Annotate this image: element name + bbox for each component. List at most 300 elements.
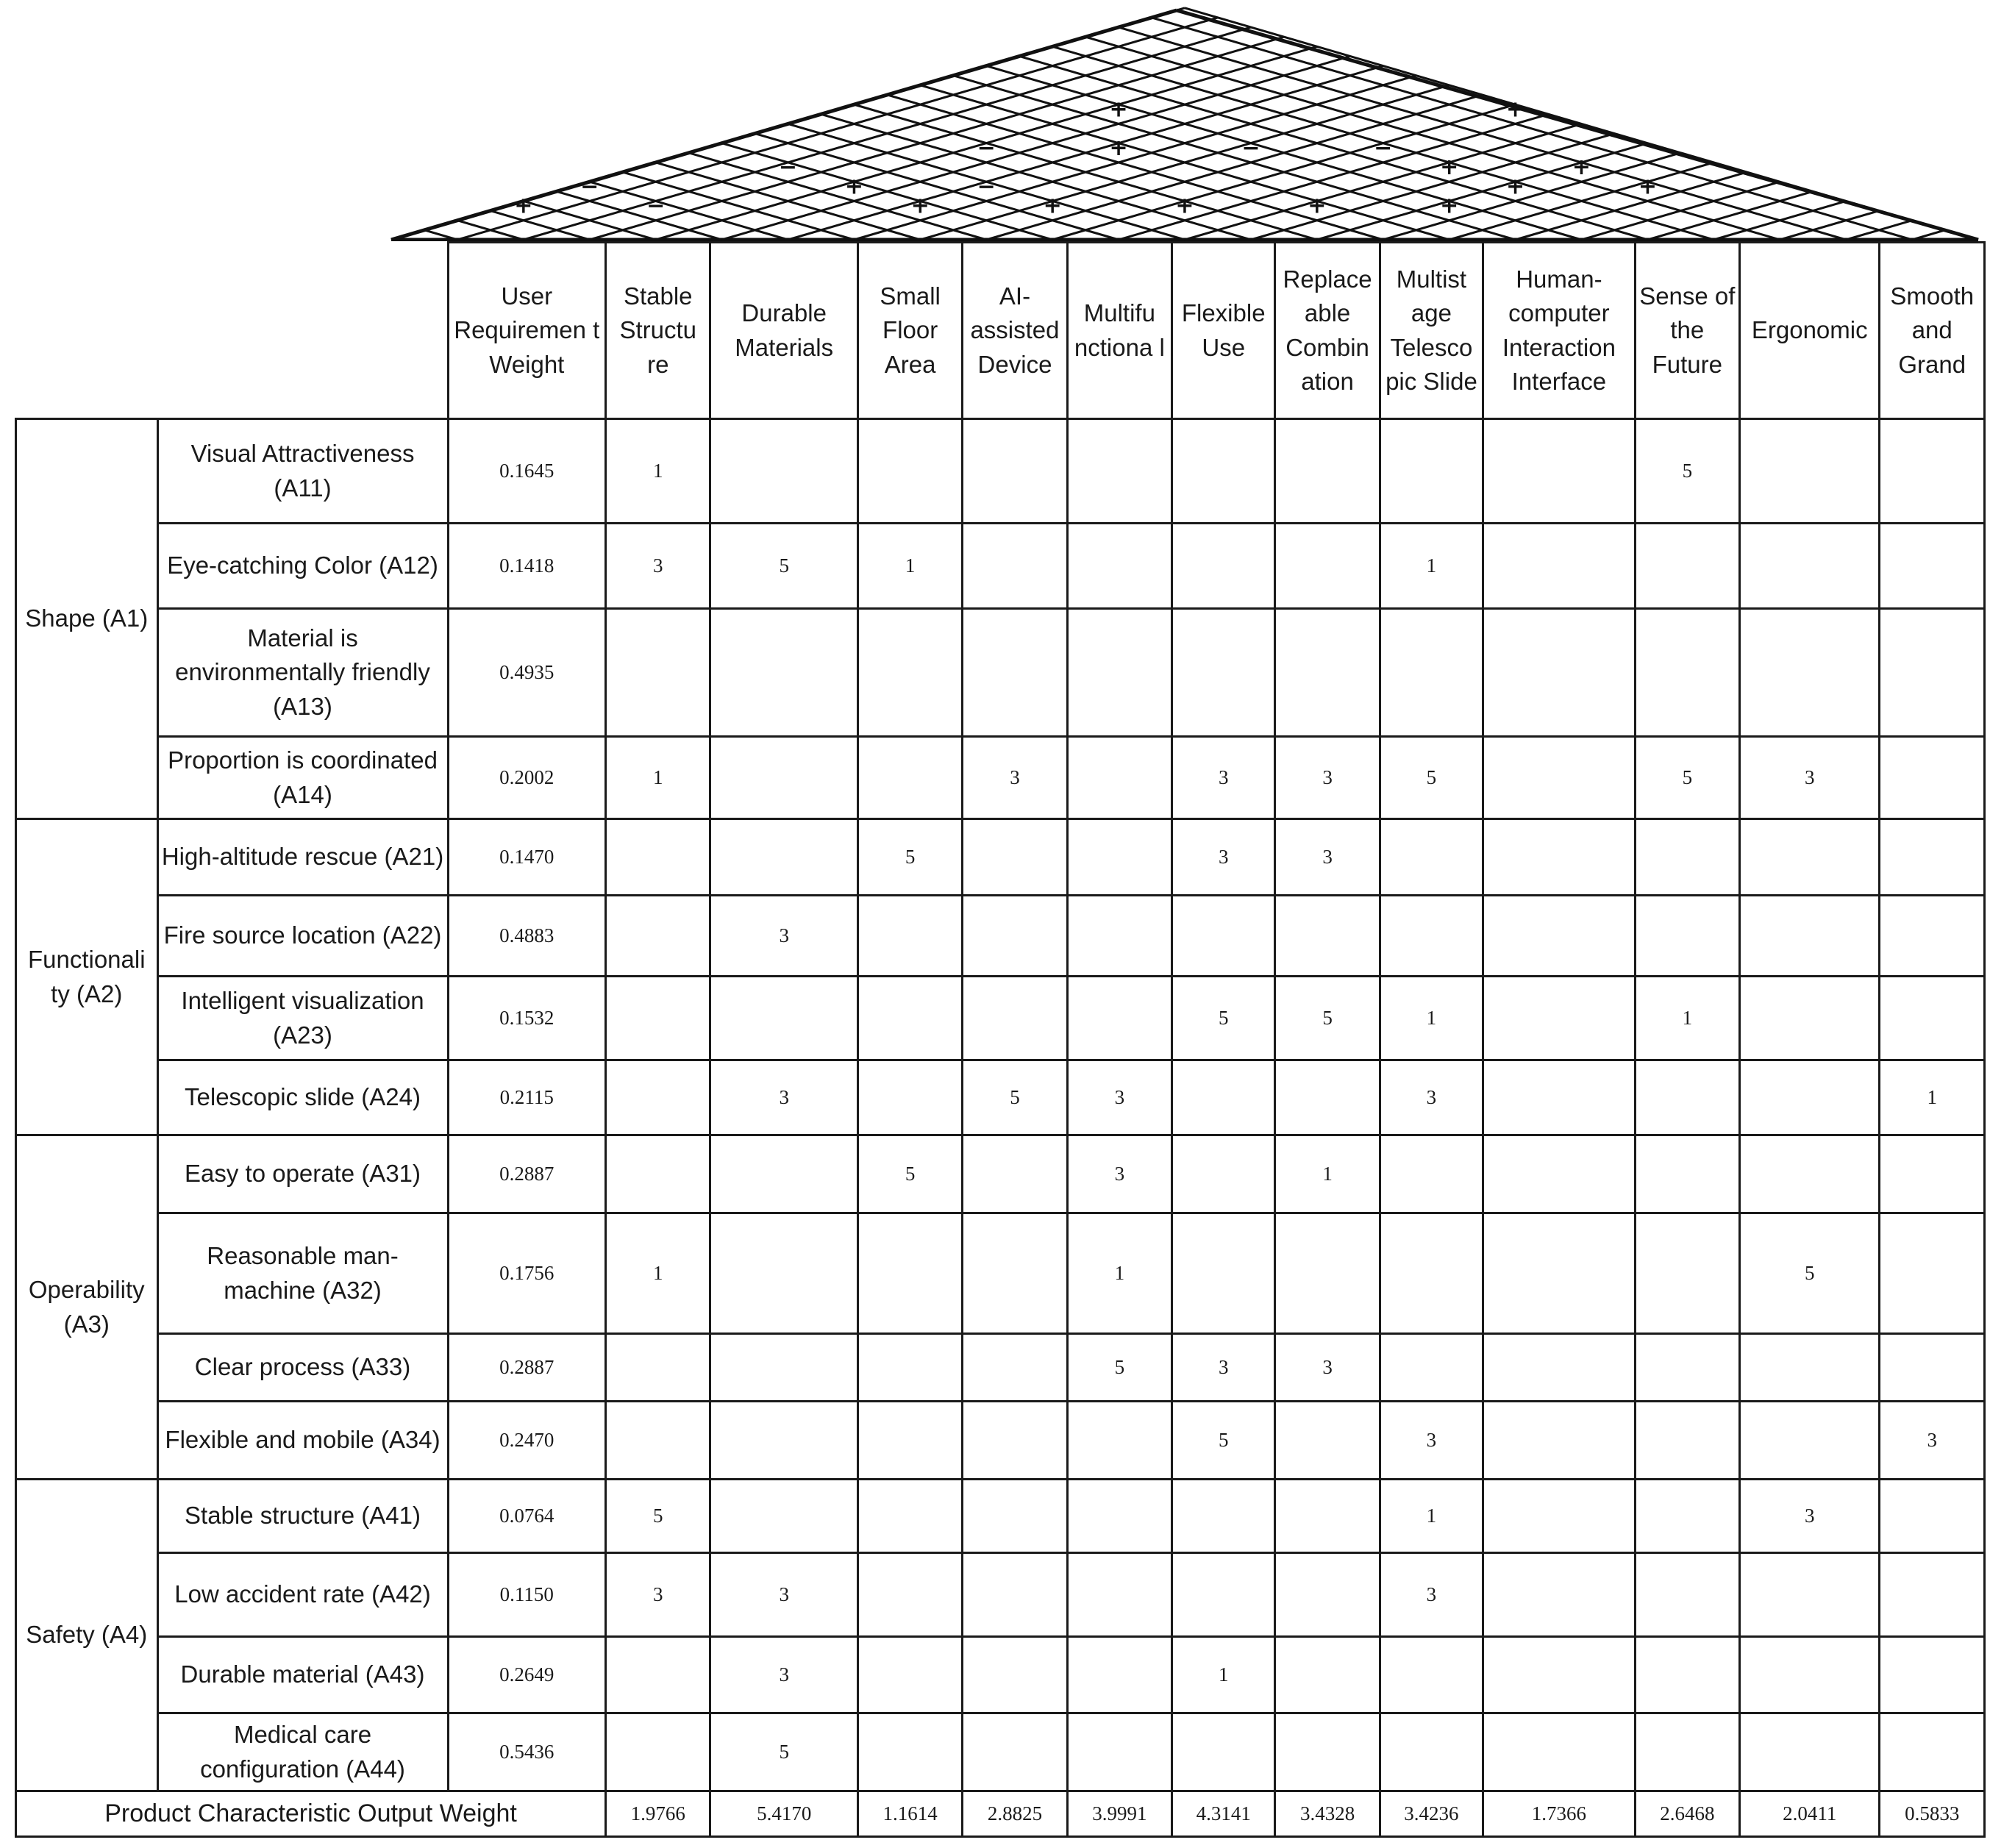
relation-cell [606, 896, 710, 977]
relation-cell [1880, 1637, 1985, 1713]
roof-positive-correlation: + [1109, 135, 1128, 161]
output-weight-value: 2.0411 [1740, 1791, 1880, 1837]
relation-cell [857, 1334, 962, 1402]
relation-cell [1740, 1553, 1880, 1637]
requirement-row [16, 1135, 1985, 1213]
relation-cell [1483, 609, 1636, 737]
relation-cell [1275, 1713, 1380, 1791]
relation-cell [1067, 1637, 1171, 1713]
relation-cell [606, 1060, 710, 1135]
relation-cell [1880, 819, 1985, 896]
output-weight-value: 3.9991 [1067, 1791, 1171, 1837]
relation-cell [1483, 896, 1636, 977]
requirement-weight: 0.2887 [448, 1334, 606, 1402]
requirement-row [16, 896, 1985, 977]
relation-cell [1740, 1135, 1880, 1213]
roof-positive-correlation: + [1572, 154, 1591, 181]
relation-cell [1635, 1213, 1739, 1334]
relation-cell: 5 [1635, 419, 1739, 524]
relation-cell [1635, 1402, 1739, 1480]
relation-cell [857, 737, 962, 819]
output-weight-value: 0.5833 [1880, 1791, 1985, 1837]
relation-cell: 1 [1880, 1060, 1985, 1135]
relation-cell [1635, 1713, 1739, 1791]
relation-cell [1275, 1213, 1380, 1334]
header-characteristic: Flexible Use [1172, 243, 1275, 419]
relation-cell: 3 [1172, 819, 1275, 896]
relation-cell [1635, 1637, 1739, 1713]
relation-cell [1067, 1480, 1171, 1553]
requirement-row [16, 1713, 1985, 1791]
roof-positive-correlation: + [1109, 96, 1128, 123]
relation-cell: 3 [1067, 1060, 1171, 1135]
relation-cell [1275, 524, 1380, 609]
requirement-label: Easy to operate (A31) [157, 1135, 448, 1213]
requirement-weight: 0.2115 [448, 1060, 606, 1135]
relation-cell [1880, 1334, 1985, 1402]
relation-cell [963, 1713, 1067, 1791]
relation-cell [1880, 1135, 1985, 1213]
relation-cell [963, 1334, 1067, 1402]
relation-cell [1275, 609, 1380, 737]
relation-cell [1380, 896, 1483, 977]
roof-line [821, 114, 1250, 240]
relation-cell [606, 1402, 710, 1480]
relation-cell: 5 [1172, 977, 1275, 1060]
relation-cell [710, 819, 858, 896]
output-weight-value: 5.4170 [710, 1791, 858, 1837]
output-weight-value: 1.9766 [606, 1791, 710, 1837]
relation-cell [1067, 609, 1171, 737]
header-characteristic: Ergonomic [1740, 243, 1880, 419]
relation-cell [1740, 1334, 1880, 1402]
roof-negative-correlation: − [977, 135, 996, 161]
relation-cell [710, 609, 858, 737]
relation-cell [1275, 1060, 1380, 1135]
relation-cell [963, 1637, 1067, 1713]
relation-cell: 3 [1067, 1135, 1171, 1213]
requirement-row [16, 1553, 1985, 1637]
requirement-label: High-altitude rescue (A21) [157, 819, 448, 896]
relation-cell [1483, 1135, 1636, 1213]
relation-cell: 3 [606, 524, 710, 609]
relation-cell [1740, 1060, 1880, 1135]
relation-cell: 3 [1380, 1553, 1483, 1637]
requirement-weight: 0.4935 [448, 609, 606, 737]
relation-cell [1880, 1713, 1985, 1791]
relation-cell [1880, 609, 1985, 737]
roof-line [1383, 153, 1681, 240]
relation-cell [1275, 1480, 1380, 1553]
requirement-weight: 0.1532 [448, 977, 606, 1060]
roof-positive-correlation: + [1440, 193, 1459, 219]
requirement-row [16, 1334, 1985, 1402]
output-weight-value: 2.8825 [963, 1791, 1067, 1837]
relation-cell [1483, 977, 1636, 1060]
relation-cell [963, 1213, 1067, 1334]
roof-positive-correlation: + [910, 193, 930, 219]
relation-cell [1635, 1553, 1739, 1637]
relation-cell [963, 524, 1067, 609]
requirement-row [16, 1213, 1985, 1334]
relation-cell [1740, 419, 1880, 524]
relation-cell [1880, 524, 1985, 609]
relation-cell: 5 [710, 524, 858, 609]
relation-cell [963, 1135, 1067, 1213]
header-characteristic: Multifu nctiona l [1067, 243, 1171, 419]
requirement-label: Durable material (A43) [157, 1637, 448, 1713]
relation-cell: 5 [710, 1713, 858, 1791]
roof-positive-correlation: + [1506, 174, 1525, 200]
relation-cell: 3 [606, 1553, 710, 1637]
relation-cell [963, 977, 1067, 1060]
relation-cell [1067, 819, 1171, 896]
relation-cell [606, 1135, 710, 1213]
relation-cell [1483, 1060, 1636, 1135]
relation-cell: 5 [606, 1480, 710, 1553]
roof-positive-correlation: + [514, 193, 533, 219]
relation-cell [963, 819, 1067, 896]
requirement-label: Visual Attractiveness (A11) [157, 419, 448, 524]
relation-cell [1483, 1480, 1636, 1553]
relation-cell [1275, 896, 1380, 977]
output-weight-value: 2.6468 [1635, 1791, 1739, 1837]
roof-negative-correlation: − [646, 193, 666, 219]
requirement-label: Eye-catching Color (A12) [157, 524, 448, 609]
relation-cell [710, 737, 858, 819]
requirement-label: Stable structure (A41) [157, 1480, 448, 1553]
relation-cell [1172, 896, 1275, 977]
relation-cell [1275, 1637, 1380, 1713]
roof-positive-correlation: + [844, 174, 863, 200]
relation-cell [1635, 1334, 1739, 1402]
requirement-label: Material is environmentally friendly (A13) [157, 609, 448, 737]
relation-cell [1483, 737, 1636, 819]
relation-cell: 3 [710, 1060, 858, 1135]
relation-cell [1740, 524, 1880, 609]
relation-cell [1740, 1637, 1880, 1713]
requirement-weight: 0.0764 [448, 1480, 606, 1553]
relation-cell [1635, 1135, 1739, 1213]
relation-cell: 3 [710, 1637, 858, 1713]
relation-cell: 5 [1275, 977, 1380, 1060]
header-characteristic: Durable Materials [710, 243, 858, 419]
relation-cell: 3 [1740, 737, 1880, 819]
requirement-row [16, 737, 1985, 819]
requirement-label: Reasonable man-machine (A32) [157, 1213, 448, 1334]
relation-cell: 3 [1275, 737, 1380, 819]
requirement-weight: 0.2887 [448, 1135, 606, 1213]
relation-cell [710, 1480, 858, 1553]
relation-cell [1380, 1637, 1483, 1713]
relation-cell [710, 1402, 858, 1480]
relation-cell: 1 [606, 419, 710, 524]
relation-cell [1740, 1713, 1880, 1791]
requirement-row [16, 1402, 1985, 1480]
relation-cell [1740, 896, 1880, 977]
relation-cell: 3 [1172, 1334, 1275, 1402]
output-weight-value: 4.3141 [1172, 1791, 1275, 1837]
relation-cell [857, 977, 962, 1060]
relation-cell [606, 1637, 710, 1713]
roof-negative-correlation: − [1241, 135, 1260, 161]
requirement-label: Fire source location (A22) [157, 896, 448, 977]
relation-cell: 1 [1172, 1637, 1275, 1713]
relation-cell: 1 [857, 524, 962, 609]
roof-negative-correlation: − [977, 174, 996, 200]
relation-cell [710, 419, 858, 524]
header-row [16, 243, 1985, 419]
relation-cell [857, 419, 962, 524]
relation-cell [710, 1213, 858, 1334]
relation-cell [1067, 419, 1171, 524]
relation-cell: 1 [1067, 1213, 1171, 1334]
relation-cell [1067, 524, 1171, 609]
house-of-quality-matrix [15, 241, 1986, 1838]
requirement-weight: 0.1645 [448, 419, 606, 524]
requirement-weight: 0.4883 [448, 896, 606, 977]
relation-cell [963, 1553, 1067, 1637]
relation-cell: 5 [1380, 737, 1483, 819]
relation-cell [1880, 1553, 1985, 1637]
requirement-label: Proportion is coordinated (A14) [157, 737, 448, 819]
relation-cell [1483, 1637, 1636, 1713]
relation-cell [1880, 737, 1985, 819]
relation-cell: 3 [1275, 1334, 1380, 1402]
relation-cell [1635, 524, 1739, 609]
relation-cell [710, 1334, 858, 1402]
requirement-label: Low accident rate (A42) [157, 1553, 448, 1637]
relation-cell [1067, 896, 1171, 977]
relation-cell [1380, 1135, 1483, 1213]
relation-cell: 5 [1635, 737, 1739, 819]
relation-cell: 5 [1067, 1334, 1171, 1402]
relation-cell [1172, 419, 1275, 524]
requirement-label: Flexible and mobile (A34) [157, 1402, 448, 1480]
roof-line [755, 134, 1119, 240]
relation-cell: 3 [1275, 819, 1380, 896]
requirement-row [16, 1060, 1985, 1135]
relation-cell: 5 [857, 1135, 962, 1213]
relation-cell [1380, 1213, 1483, 1334]
relation-cell [1380, 819, 1483, 896]
relation-cell [857, 1553, 962, 1637]
relation-cell [606, 609, 710, 737]
roof-line [1647, 191, 1813, 240]
requirement-row [16, 419, 1985, 524]
relation-cell: 5 [857, 819, 962, 896]
relation-cell [1380, 1713, 1483, 1791]
roof-positive-correlation: + [1175, 193, 1194, 219]
requirement-weight: 0.1756 [448, 1213, 606, 1334]
relation-cell [1740, 609, 1880, 737]
relation-cell: 1 [1635, 977, 1739, 1060]
relation-cell: 3 [1880, 1402, 1985, 1480]
relation-cell [1067, 1713, 1171, 1791]
roof-negative-correlation: − [1374, 135, 1393, 161]
relation-cell [1740, 977, 1880, 1060]
relation-cell: 5 [1740, 1213, 1880, 1334]
relation-cell [963, 1402, 1067, 1480]
relation-cell: 5 [963, 1060, 1067, 1135]
relation-cell [1172, 1553, 1275, 1637]
header-characteristic: Small Floor Area [857, 243, 962, 419]
relation-cell [1740, 1402, 1880, 1480]
relation-cell [857, 609, 962, 737]
group-label: Shape (A1) [16, 419, 158, 819]
relation-cell: 3 [1380, 1060, 1483, 1135]
group-label: Functionali ty (A2) [16, 819, 158, 1135]
roof-positive-correlation: + [1043, 193, 1062, 219]
relation-cell [1172, 1480, 1275, 1553]
relation-cell [857, 1060, 962, 1135]
requirement-label: Telescopic slide (A24) [157, 1060, 448, 1135]
relation-cell [1067, 1553, 1171, 1637]
requirement-row [16, 524, 1985, 609]
relation-cell: 1 [1275, 1135, 1380, 1213]
relation-cell [1172, 609, 1275, 737]
relation-cell: 3 [1740, 1480, 1880, 1553]
requirement-weight: 0.1470 [448, 819, 606, 896]
requirement-weight: 0.5436 [448, 1713, 606, 1791]
output-weight-label: Product Characteristic Output Weight [16, 1791, 606, 1837]
relation-cell [857, 1213, 962, 1334]
relation-cell [606, 977, 710, 1060]
requirement-row [16, 1637, 1985, 1713]
relation-cell [857, 1713, 962, 1791]
output-weight-value: 3.4236 [1380, 1791, 1483, 1837]
header-characteristic: Multist age Telesco pic Slide [1380, 243, 1483, 419]
requirement-label: Medical care configuration (A44) [157, 1713, 448, 1791]
header-corner [16, 243, 449, 419]
header-characteristic: Stable Structu re [606, 243, 710, 419]
relation-cell [1635, 1480, 1739, 1553]
requirement-weight: 0.2470 [448, 1402, 606, 1480]
relation-cell [1483, 1553, 1636, 1637]
relation-cell [1380, 1334, 1483, 1402]
relation-cell [1880, 977, 1985, 1060]
relation-cell [1740, 819, 1880, 896]
relation-cell [1635, 609, 1739, 737]
requirement-row [16, 609, 1985, 737]
relation-cell [1483, 1402, 1636, 1480]
relation-cell [1172, 1213, 1275, 1334]
relation-cell [857, 1480, 962, 1553]
relation-cell [1067, 737, 1171, 819]
requirement-weight: 0.2002 [448, 737, 606, 819]
roof-positive-correlation: + [1308, 193, 1327, 219]
relation-cell [857, 1402, 962, 1480]
relation-cell: 3 [710, 1553, 858, 1637]
requirement-row [16, 819, 1985, 896]
relation-cell [1483, 819, 1636, 896]
relation-cell [1483, 1334, 1636, 1402]
header-characteristic: Replace able Combin ation [1275, 243, 1380, 419]
relation-cell: 1 [1380, 524, 1483, 609]
relation-cell [1172, 1135, 1275, 1213]
relation-cell: 1 [1380, 1480, 1483, 1553]
relation-cell [963, 1480, 1067, 1553]
group-label: Safety (A4) [16, 1480, 158, 1791]
relation-cell [606, 819, 710, 896]
relation-cell [1635, 896, 1739, 977]
requirement-weight: 0.2649 [448, 1637, 606, 1713]
relation-cell [1172, 524, 1275, 609]
relation-cell [857, 1637, 962, 1713]
relation-cell [1483, 1213, 1636, 1334]
relation-cell [1880, 1480, 1985, 1553]
requirement-label: Intelligent visualization (A23) [157, 977, 448, 1060]
roof-negative-correlation: − [778, 154, 798, 181]
roof-line [689, 153, 987, 240]
relation-cell [1635, 819, 1739, 896]
relation-cell: 1 [606, 737, 710, 819]
relation-cell: 5 [1172, 1402, 1275, 1480]
relation-cell [1172, 1713, 1275, 1791]
requirement-row [16, 977, 1985, 1060]
relation-cell [963, 609, 1067, 737]
relation-cell: 3 [1172, 737, 1275, 819]
relation-cell [710, 1135, 858, 1213]
relation-cell: 3 [1380, 1402, 1483, 1480]
output-weight-value: 1.1614 [857, 1791, 962, 1837]
relation-cell [606, 1334, 710, 1402]
relation-cell [1067, 1402, 1171, 1480]
relation-cell [1275, 1402, 1380, 1480]
output-weight-row [16, 1791, 1985, 1837]
roof-positive-correlation: + [1506, 96, 1525, 123]
roof-positive-correlation: + [1440, 154, 1459, 181]
requirement-weight: 0.1418 [448, 524, 606, 609]
output-weight-value: 1.7366 [1483, 1791, 1636, 1837]
relation-cell [1483, 1713, 1636, 1791]
roof-line [1251, 134, 1615, 240]
relation-cell [1275, 419, 1380, 524]
relation-cell: 1 [606, 1213, 710, 1334]
relation-cell [857, 896, 962, 977]
header-characteristic: Sense of the Future [1635, 243, 1739, 419]
output-weight-value: 3.4328 [1275, 1791, 1380, 1837]
relation-cell [1380, 419, 1483, 524]
requirement-label: Clear process (A33) [157, 1334, 448, 1402]
relation-cell [1275, 1553, 1380, 1637]
roof-negative-correlation: − [580, 174, 599, 200]
requirement-weight: 0.1150 [448, 1553, 606, 1637]
relation-cell [1483, 419, 1636, 524]
relation-cell: 3 [710, 896, 858, 977]
header-user-weight: User Requiremen t Weight [448, 243, 606, 419]
header-characteristic: AI- assisted Device [963, 243, 1067, 419]
relation-cell [1483, 524, 1636, 609]
relation-cell [606, 1713, 710, 1791]
relation-cell [1172, 1060, 1275, 1135]
relation-cell [1380, 609, 1483, 737]
group-label: Operability (A3) [16, 1135, 158, 1480]
relation-cell [963, 419, 1067, 524]
correlation-roof [0, 0, 1990, 243]
relation-cell [1635, 1060, 1739, 1135]
relation-cell [963, 896, 1067, 977]
relation-cell [1880, 419, 1985, 524]
roof-positive-correlation: + [1638, 174, 1657, 200]
relation-cell: 1 [1380, 977, 1483, 1060]
relation-cell [1880, 1213, 1985, 1334]
relation-cell [1067, 977, 1171, 1060]
header-characteristic: Smooth and Grand [1880, 243, 1985, 419]
header-characteristic: Human- computer Interaction Interface [1483, 243, 1636, 419]
relation-cell: 3 [963, 737, 1067, 819]
relation-cell [1880, 896, 1985, 977]
